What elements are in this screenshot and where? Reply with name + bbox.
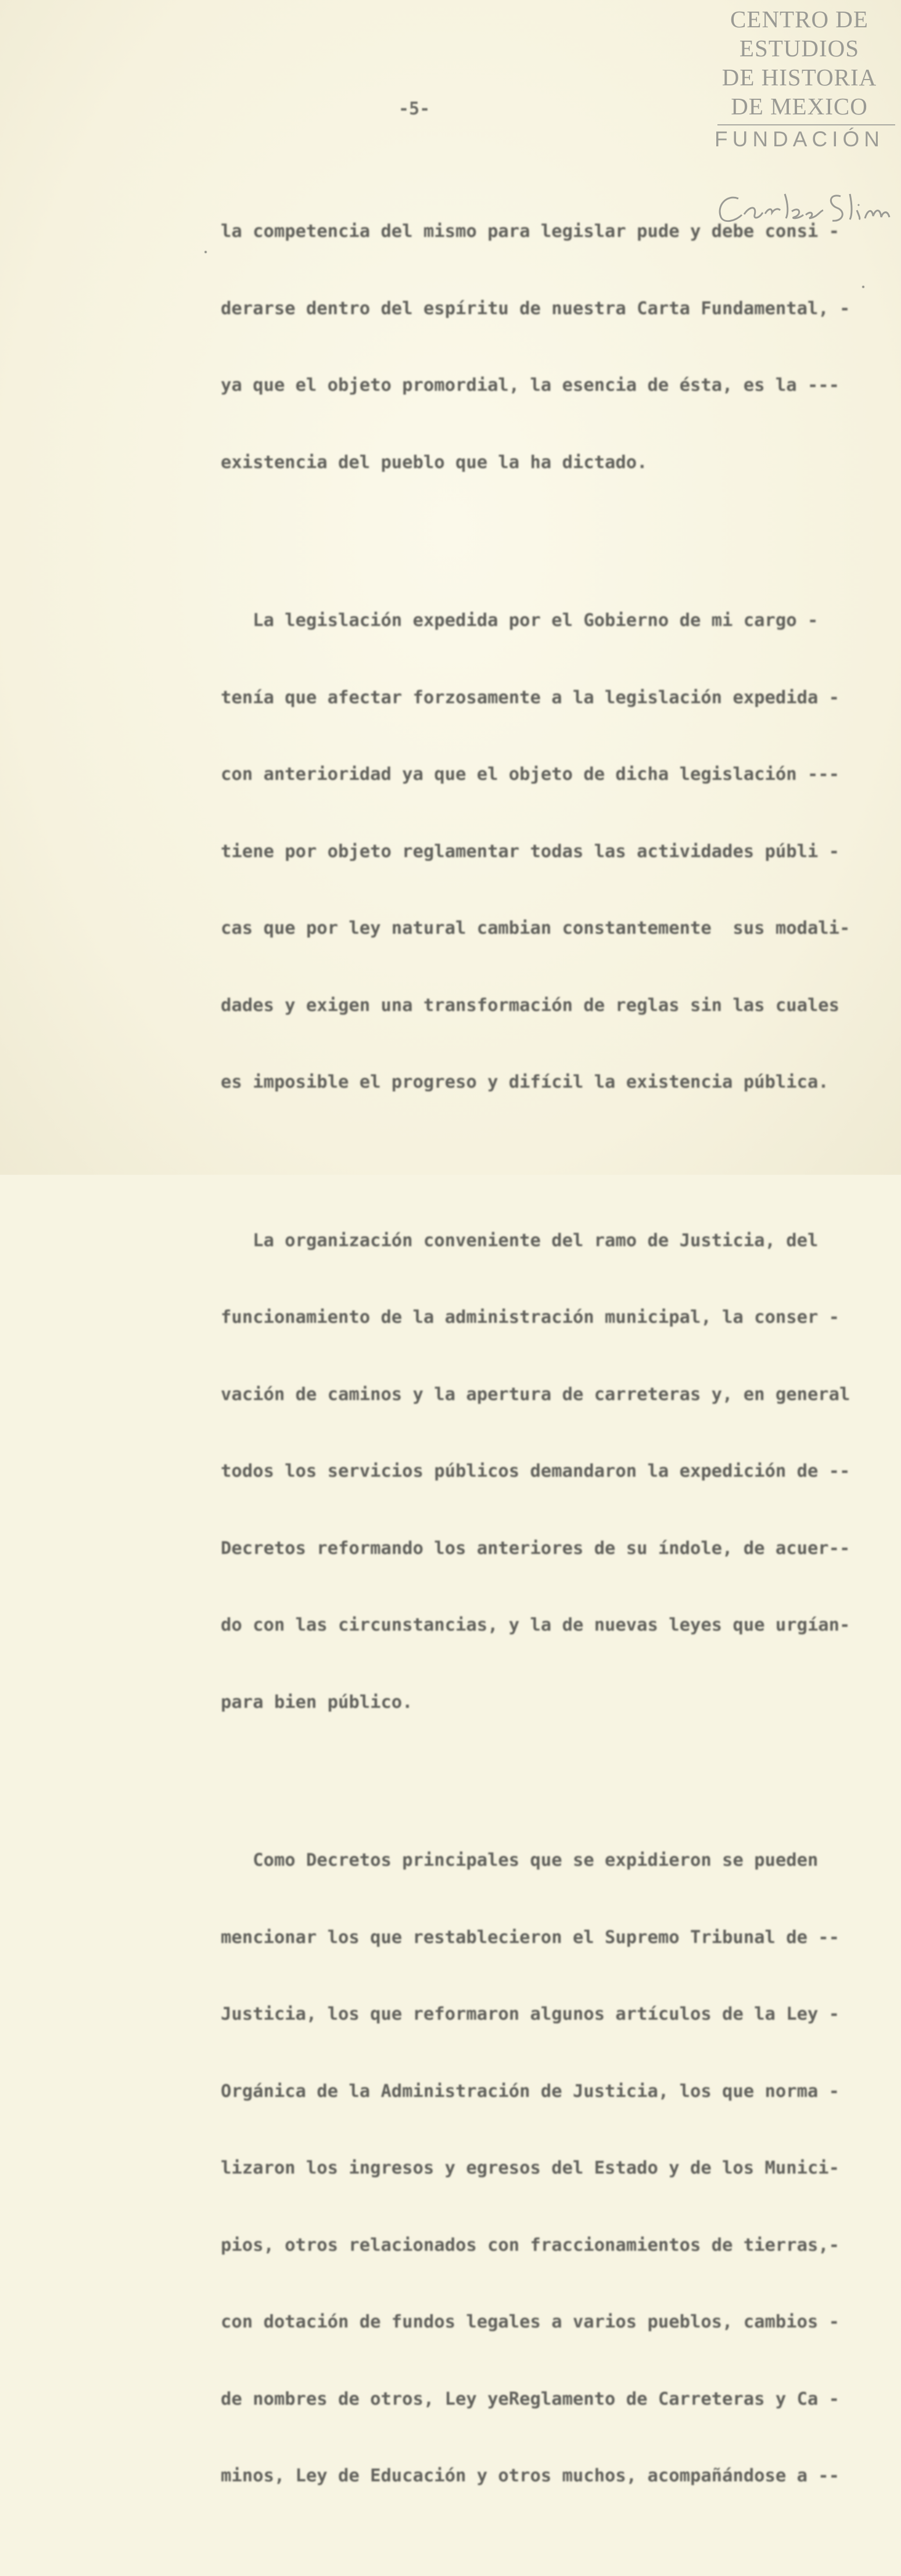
paper-speck — [204, 251, 207, 253]
text-line: tenía que afectar forzosamente a la legislación expedida - — [221, 687, 840, 708]
watermark-line-4: DE MEXICO — [731, 93, 868, 120]
text-line: existencia del pueblo que la ha dictado. — [221, 452, 648, 473]
text-line: tiene por objeto reglamentar todas las actividades públi - — [221, 841, 840, 862]
text-line: cas que por ley natural cambian constantemente sus modali- — [221, 918, 850, 938]
text-line: con anterioridad ya que el objeto de dicha legislación --- — [221, 764, 840, 785]
text-line: vación de caminos y la apertura de carreteras y, en general — [221, 1384, 850, 1405]
text-line: minos, Ley de Educación y otros muchos, acompañándose a -- — [221, 2466, 840, 2486]
text-line: pios, otros relacionados con fraccionamientos de tierras,- — [221, 2235, 840, 2255]
text-line: de nombres de otros, Ley yeReglamento de Carreteras y Ca - — [221, 2388, 840, 2409]
text-line: mencionar los que restablecieron el Supremo Tribunal de -- — [221, 1927, 840, 1948]
text-line: con dotación de fundos legales a varios pueblos, cambios - — [221, 2312, 840, 2332]
paragraph-4 — [221, 1802, 877, 2535]
paper-speck — [862, 286, 864, 288]
document-body — [221, 132, 877, 2576]
watermark-line-2: ESTUDIOS — [739, 35, 860, 62]
text-line: Justicia, los que reformaron algunos artículos de la Ley - — [221, 2004, 840, 2024]
watermark-divider — [717, 124, 895, 125]
text-line: Decretos reformando los anteriores de su índole, de acuer-- — [221, 1538, 850, 1559]
text-line: dades y exigen una transformación de reglas sin las cuales — [221, 995, 840, 1016]
text-line: Como Decretos principales que se expidieron se pueden — [221, 1850, 819, 1870]
text-line: do con las circunstancias, y la de nuevas leyes que urgían- — [221, 1615, 850, 1635]
text-line: es imposible el progreso y difícil la existencia pública. — [221, 1072, 829, 1092]
text-line: la competencia del mismo para legislar pude y debe consi - — [221, 221, 840, 242]
text-line: ya que el objeto promordial, la esencia de ésta, es la --- — [221, 375, 840, 395]
paragraph-2 — [221, 562, 877, 1142]
text-line: La organización conveniente del ramo de Justicia, del — [221, 1230, 819, 1251]
paragraph-3 — [221, 1182, 877, 1762]
text-line: para bien público. — [221, 1692, 413, 1712]
text-line: lizaron los ingresos y egresos del Estado y de los Munici- — [221, 2158, 840, 2178]
page-number: -5- — [399, 99, 430, 119]
text-line: Orgánica de la Administración de Justicia, los que norma - — [221, 2081, 840, 2102]
paragraph-1 — [221, 173, 877, 521]
text-line: La legislación expedida por el Gobierno de mi cargo - — [221, 610, 819, 631]
text-line: todos los servicios públicos demandaron la expedición de -- — [221, 1461, 850, 1481]
text-line: funcionamiento de la administración municipal, la conser - — [221, 1307, 840, 1327]
watermark-line-3: DE HISTORIA — [721, 64, 877, 91]
foundation-watermark — [703, 5, 895, 152]
watermark-line-1: CENTRO DE — [730, 6, 868, 33]
watermark-foundation: FUNDACIÓN — [715, 127, 884, 151]
text-line: derarse dentro del espíritu de nuestra Carta Fundamental, - — [221, 298, 850, 319]
